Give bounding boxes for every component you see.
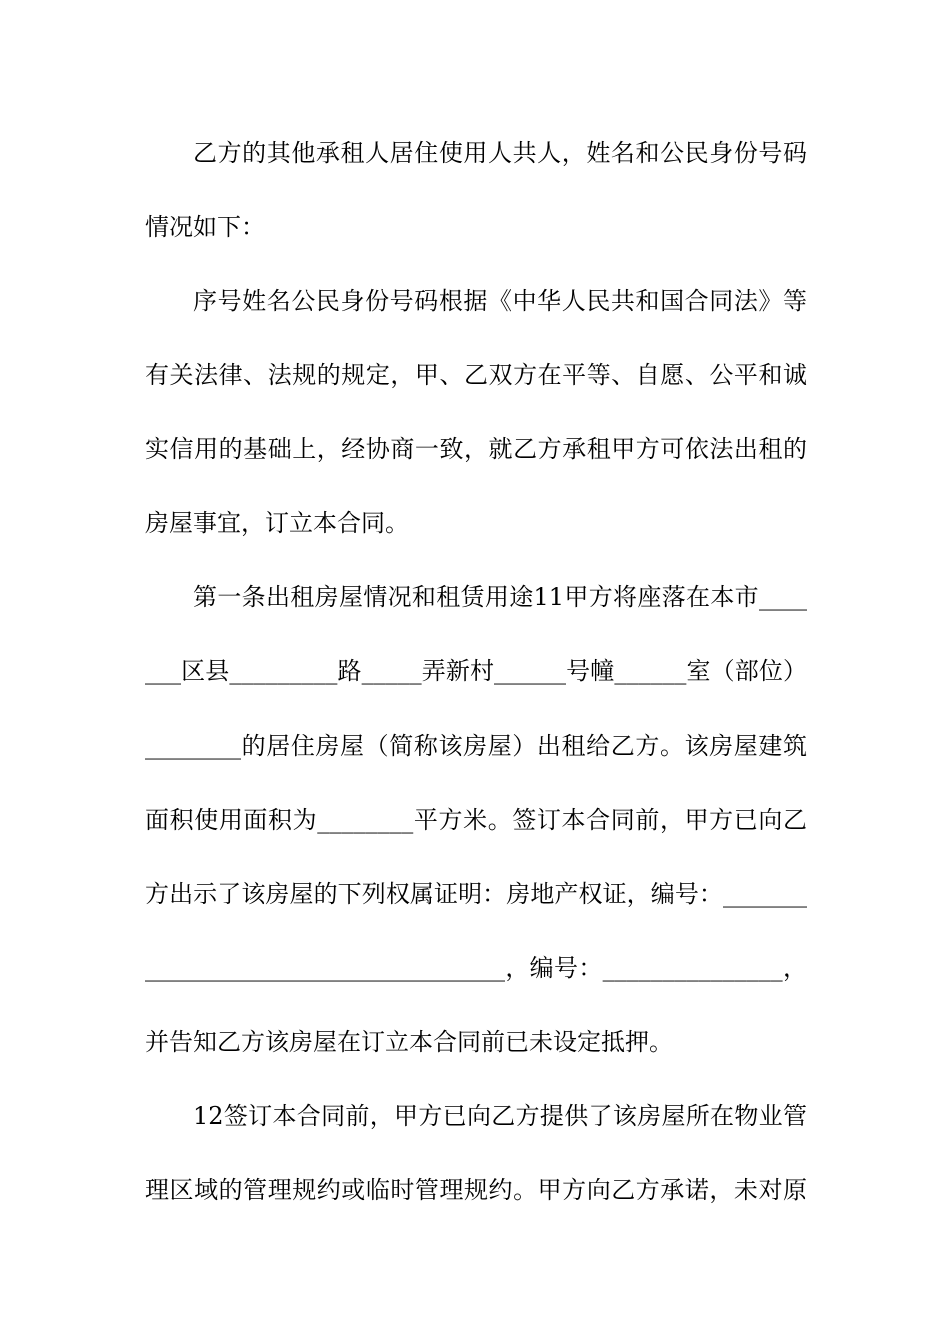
paragraph-line-5: 实信用的基础上，经协商一致，就乙方承租甲方可依法出租的 — [145, 435, 807, 463]
paragraph-line-4: 有关法律、法规的规定，甲、乙双方在平等、自愿、公平和诚 — [145, 361, 807, 389]
paragraph-line-15: 理区域的管理规约或临时管理规约。甲方向乙方承诺，未对原 — [145, 1176, 807, 1204]
paragraph-line-13: 并告知乙方该房屋在订立本合同前已未设定抵押。 — [145, 1028, 673, 1056]
paragraph-line-12: ______________________________，编号：_______________， — [145, 954, 807, 982]
paragraph-line-9: ________的居住房屋（简称该房屋）出租给乙方。该房屋建筑 — [145, 732, 807, 760]
paragraph-line-1: 乙方的其他承租人居住使用人共人，姓名和公民身份号码 — [193, 139, 807, 167]
paragraph-line-11: 方出示了该房屋的下列权属证明：房地产权证，编号：_______ — [145, 880, 807, 908]
paragraph-line-2: 情况如下： — [145, 213, 265, 241]
paragraph-line-14: 12签订本合同前，甲方已向乙方提供了该房屋所在物业管 — [193, 1102, 807, 1130]
paragraph-line-8: ___区县_________路_____弄新村______号幢______室（部位） — [145, 657, 807, 685]
paragraph-line-7: 第一条出租房屋情况和租赁用途11甲方将座落在本市____ — [193, 583, 807, 611]
paragraph-line-3: 序号姓名公民身份号码根据《中华人民共和国合同法》等 — [193, 287, 807, 315]
paragraph-line-6: 房屋事宜，订立本合同。 — [145, 509, 409, 537]
paragraph-line-10: 面积使用面积为________平方米。签订本合同前，甲方已向乙 — [145, 806, 807, 834]
